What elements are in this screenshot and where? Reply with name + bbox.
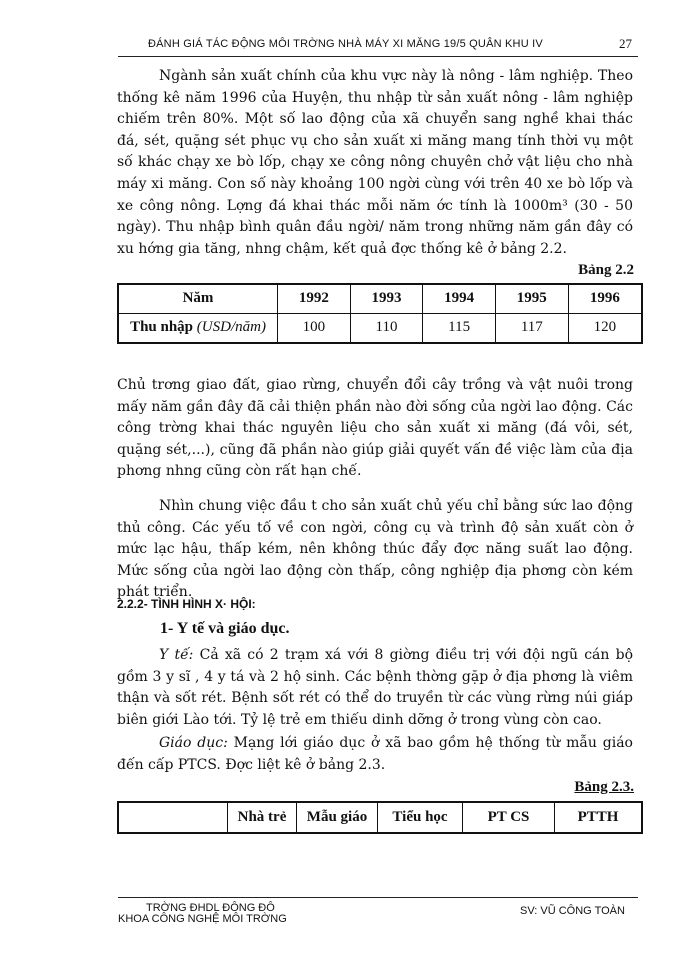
footer-faculty: KHOA CÔNG NGHỆ MÔI TRỜNG [118,913,287,925]
table-2-2-caption: Bảng 2.2 [578,262,634,278]
table-2-3-caption: Bảng 2.3. [574,779,634,795]
table-row [118,802,642,833]
section-heading: 2.2.2- TÌNH HÌNH X· HỘI: [117,597,256,611]
footer-divider [118,897,638,898]
table-row [118,284,642,313]
health-label: Y tế: [159,647,194,663]
paragraph-land-policy: Chủ trơng giao đất, giao rừng, chuyển đổi cây trồng và vật nuôi trong mấy năm gần đây đã cải thiện phần nào đời sống của ngời lao động. Các công trờng khai thác nguyên liệu cho sản xuất xi măng (đá vôi, sét, quặng sét,...), cũng đã phần nào giúp giải quyết vấn đề việc làm của địa phơng nhng cũng còn rất hạn chế. [117,377,633,480]
paragraph-health [117,645,633,731]
table-cell: 115 [423,313,496,343]
table-cell: 1994 [423,284,496,313]
page-number: 27 [619,36,632,51]
paragraph-education [117,733,633,776]
paragraph-investment [117,496,633,604]
table-cell: 100 [278,313,351,343]
table-cell [118,313,278,343]
income-unit: (USD/năm) [196,319,266,336]
paragraph-health-text: Cả xã có 2 trạm xá với 8 giờng điều trị với đội ngũ cán bộ gồm 3 y sĩ , 4 y tá và 2 hộ sinh. Các bệnh thờng gặp ở địa phơng là viêm thận và sốt rét. Bệnh sốt rét có thể do truyền từ các vùng rừng núi giáp biên giới Lào tới. Tỷ lệ trẻ em thiếu dinh dỡng ở trong vùng còn cao. [117,647,633,728]
table-cell: PTTH [555,802,643,833]
running-header [118,34,638,57]
paragraph-education-text: Mạng lới giáo dục ở xã bao gồm hệ thống từ mẫu giáo đến cấp PTCS. Đợc liệt kê ở bảng 2.3. [117,735,633,773]
table-cell: 117 [495,313,568,343]
header-title: ĐÁNH GIÁ TÁC ĐỘNG MÔI TRỜNG NHÀ MÁY XI MĂNG 19/5 QUÂN KHU IV [148,38,543,50]
paragraph-economy-text: Ngành sản xuất chính của khu vực này là nông - lâm nghiệp. Theo thống kê năm 1996 của Huyện, thu nhập từ sản xuất nông - lâm nghiệp chiếm trên 80%. Một số lao động của xã chuyển sang nghề khai thác đá, sét, quặng sét phục vụ cho sản xuất xi măng mang tính thời vụ một số khác chạy xe bò lốp, chạy xe công nông chuyên chở vật liệu cho nhà máy xi măng. Con số này khoảng 100 ngời cùng với trên 40 xe bò lốp và xe công nông. Lợng đá khai thác mỗi năm ớc tính là 1000m³ (30 - 50 ngày). Thu nhập bình quân đầu ngời/ năm trong những năm gần đây có xu hớng gia tăng, nhng chậm, kết quả đợc thống kê ở bảng 2.2. [117,68,633,257]
table-cell: 120 [568,313,642,343]
table-cell [118,802,228,833]
table-row [118,313,642,343]
education-table [117,801,643,834]
table-cell: PT CS [463,802,555,833]
table-cell: 1992 [278,284,351,313]
subsection-heading: 1- Y tế và giáo dục. [160,620,290,637]
table-cell: 110 [350,313,423,343]
income-label: Thu nhập [130,319,194,336]
footer-school: TRỜNG ĐHDL ĐÔNG ĐÔ [146,902,275,914]
footer-student: SV: VŨ CÔNG TOÀN [520,905,625,917]
table-cell: 1993 [350,284,423,313]
table-cell: Tiểu học [378,802,463,833]
education-label: Giáo dục: [159,735,228,751]
table-cell: 1995 [495,284,568,313]
table-cell: Nhà trẻ [228,802,297,833]
table-cell: Mẫu giáo [297,802,378,833]
table-cell: 1996 [568,284,642,313]
table-cell: Năm [118,284,278,313]
paragraph-investment-text: Nhìn chung việc đầu t cho sản xuất chủ yếu chỉ bằng sức lao động thủ công. Các yếu tố về con ngời, công cụ và trình độ sản xuất còn ở mức lạc hậu, thấp kém, nên không thúc đẩy đợc năng suất lao động. Mức sống của ngời lao động còn thấp, công nghiệp địa phơng còn kém phát triển. [117,498,633,601]
paragraph-economy [117,66,633,260]
income-table [117,283,643,344]
